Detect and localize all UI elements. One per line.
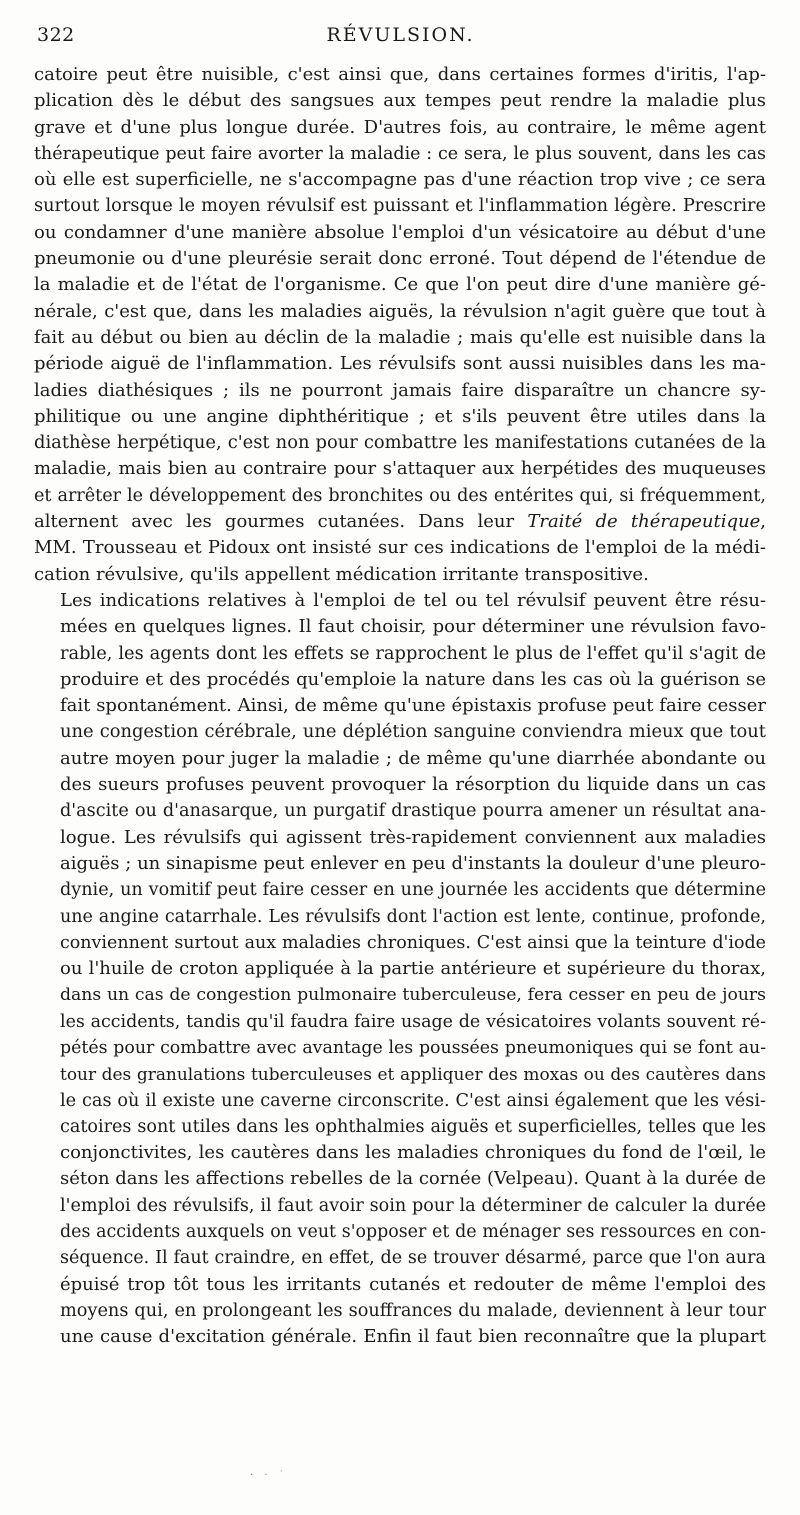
running-title: RÉVULSION.	[326, 24, 475, 46]
text-line: fait spontanément. Ainsi, de même qu'une épistaxis profuse peut faire cesser	[60, 695, 766, 717]
text-line: pétés pour combattre avec avantage les poussées pneumoniques qui se font au-	[60, 1037, 766, 1058]
text-line: l'emploi des révulsifs, il faut avoir soin pour la déterminer de calculer la durée	[60, 1195, 766, 1216]
text-line: logue. Les révulsifs qui agissent très-rapidement conviennent aux maladies	[60, 826, 766, 848]
text-line: d'ascite ou d'anasarque, un purgatif drastique pourra amener un résultat ana-	[60, 801, 766, 822]
text-line: une congestion cérébrale, une déplétion sanguine conviendra mieux que tout	[60, 721, 766, 743]
text-line: la maladie et de l'état de l'organisme. Ce que l'on peut dire d'une manière gé-	[34, 274, 766, 296]
text-line: rable, les agents dont les effets se rapprochent le plus de l'effet qu'il s'agit de	[60, 642, 766, 664]
running-head	[37, 24, 764, 52]
text-line: plication dès le début des sangsues aux tempes peut rendre la maladie plus	[34, 90, 766, 112]
text-fragment: alternent avec les gourmes cutanées. Dans leur	[34, 511, 515, 533]
text-line: grave et d'une plus longue durée. D'autres fois, au contraire, le même agent	[34, 116, 766, 138]
text-line: produire et des procédés qu'emploie la nature dans les cas où la guérison se	[60, 668, 766, 690]
text-fragment: ,	[760, 511, 766, 533]
text-line: épuisé trop tôt tous les irritants cutanés et redouter de même l'emploi des	[60, 1273, 766, 1295]
book-title: Traité de thérapeutique	[527, 511, 761, 533]
text-line: une cause d'excitation générale. Enfin il faut bien reconnaître que la plupart	[60, 1326, 766, 1348]
paragraph-2	[34, 588, 766, 1351]
text-line-with-title	[34, 509, 766, 535]
text-line: diathèse herpétique, c'est non pour combattre les manifestations cutanées de la	[34, 432, 766, 454]
text-line: le cas où il existe une caverne circonscrite. C'est ainsi également que les vési-	[60, 1090, 766, 1111]
body-text	[34, 62, 766, 1351]
paragraph-1	[34, 62, 766, 588]
text-line: philitique ou une angine diphthéritique ; et s'ils peuvent être utiles dans la	[34, 405, 766, 427]
text-line: moyens qui, en prolongeant les souffrances du malade, deviennent à leur tour	[60, 1300, 766, 1321]
text-line: des accidents auxquels on veut s'opposer et de ménager ses ressources en con-	[60, 1222, 766, 1243]
text-line: où elle est superficielle, ne s'accompagne pas d'une réaction trop vive ; ce sera	[34, 169, 766, 191]
text-line: thérapeutique peut faire avorter la maladie : ce sera, le plus souvent, dans les cas	[34, 143, 766, 164]
text-line: cation révulsive, qu'ils appellent médication irritante transpositive.	[34, 563, 649, 585]
text-line: pneumonie ou d'une pleurésie serait donc erroné. Tout dépend de l'étendue de	[34, 248, 766, 270]
text-line: conjonctivites, les cautères dans les maladies chroniques du fond de l'œil, le	[60, 1142, 766, 1164]
text-line: séton dans les affections rebelles de la cornée (Velpeau). Quant à la durée de	[60, 1168, 766, 1190]
text-line: séquence. Il faut craindre, en effet, de se trouver désarmé, parce que l'on aura	[60, 1248, 766, 1269]
text-line: surtout lorsque le moyen révulsif est puissant et l'inflammation légère. Prescrire	[34, 196, 766, 217]
text-line: ou condamner d'une manière absolue l'emploi d'un vésicatoire au début d'une	[34, 221, 766, 243]
text-line: ou l'huile de croton appliquée à la partie antérieure et supérieure du thorax,	[60, 958, 766, 980]
text-line: catoires sont utiles dans les ophthalmies aiguës et superficielles, telles que les	[60, 1116, 766, 1137]
text-line: aiguës ; un sinapisme peut enlever en peu d'instants la douleur d'une pleuro-	[60, 852, 766, 874]
text-line: dynie, un vomitif peut faire cesser en une journée les accidents que détermine	[60, 880, 766, 901]
print-specks: · · ˙	[250, 1470, 288, 1481]
text-line: fait au début ou bien au déclin de la maladie ; mais qu'elle est nuisible dans la	[34, 326, 766, 348]
text-line: les accidents, tandis qu'il faudra faire usage de vésicatoires volants souvent ré-	[60, 1011, 766, 1032]
text-line: période aiguë de l'inflammation. Les révulsifs sont aussi nuisibles dans les ma-	[34, 353, 766, 375]
text-line: Les indications relatives à l'emploi de tel ou tel révulsif peuvent être résu-	[60, 589, 766, 611]
text-line: des sueurs profuses peuvent provoquer la résorption du liquide dans un cas	[60, 774, 766, 796]
text-line: MM. Trousseau et Pidoux ont insisté sur ces indications de l'emploi de la médi-	[34, 537, 766, 559]
text-line: conviennent surtout aux maladies chroniques. C'est ainsi que la teinture d'iode	[60, 932, 766, 953]
text-line: catoire peut être nuisible, c'est ainsi que, dans certaines formes d'iritis, l'ap-	[34, 64, 766, 85]
text-line: dans un cas de congestion pulmonaire tuberculeuse, fera cesser en peu de jours	[60, 985, 766, 1006]
text-line: ladies diathésiques ; ils ne pourront jamais faire disparaître un chancre sy-	[34, 379, 766, 401]
text-line: mées en quelques lignes. Il faut choisir, pour déterminer une révulsion favo-	[60, 616, 766, 638]
text-line: autre moyen pour juger la maladie ; de même qu'une diarrhée abondante ou	[60, 747, 766, 769]
page-number: 322	[37, 24, 75, 46]
text-line: tour des granulations tuberculeuses et appliquer des moxas ou des cautères dans	[60, 1064, 766, 1085]
text-line: maladie, mais bien au contraire pour s'attaquer aux herpétides des muqueuses	[34, 458, 766, 480]
text-line: nérale, c'est que, dans les maladies aiguës, la révulsion n'agit guère que tout à	[34, 300, 766, 322]
text-line: une angine catarrhale. Les révulsifs dont l'action est lente, continue, profonde,	[60, 906, 766, 927]
text-line: et arrêter le développement des bronchites ou des entérites qui, si fréquemment,	[34, 485, 766, 506]
